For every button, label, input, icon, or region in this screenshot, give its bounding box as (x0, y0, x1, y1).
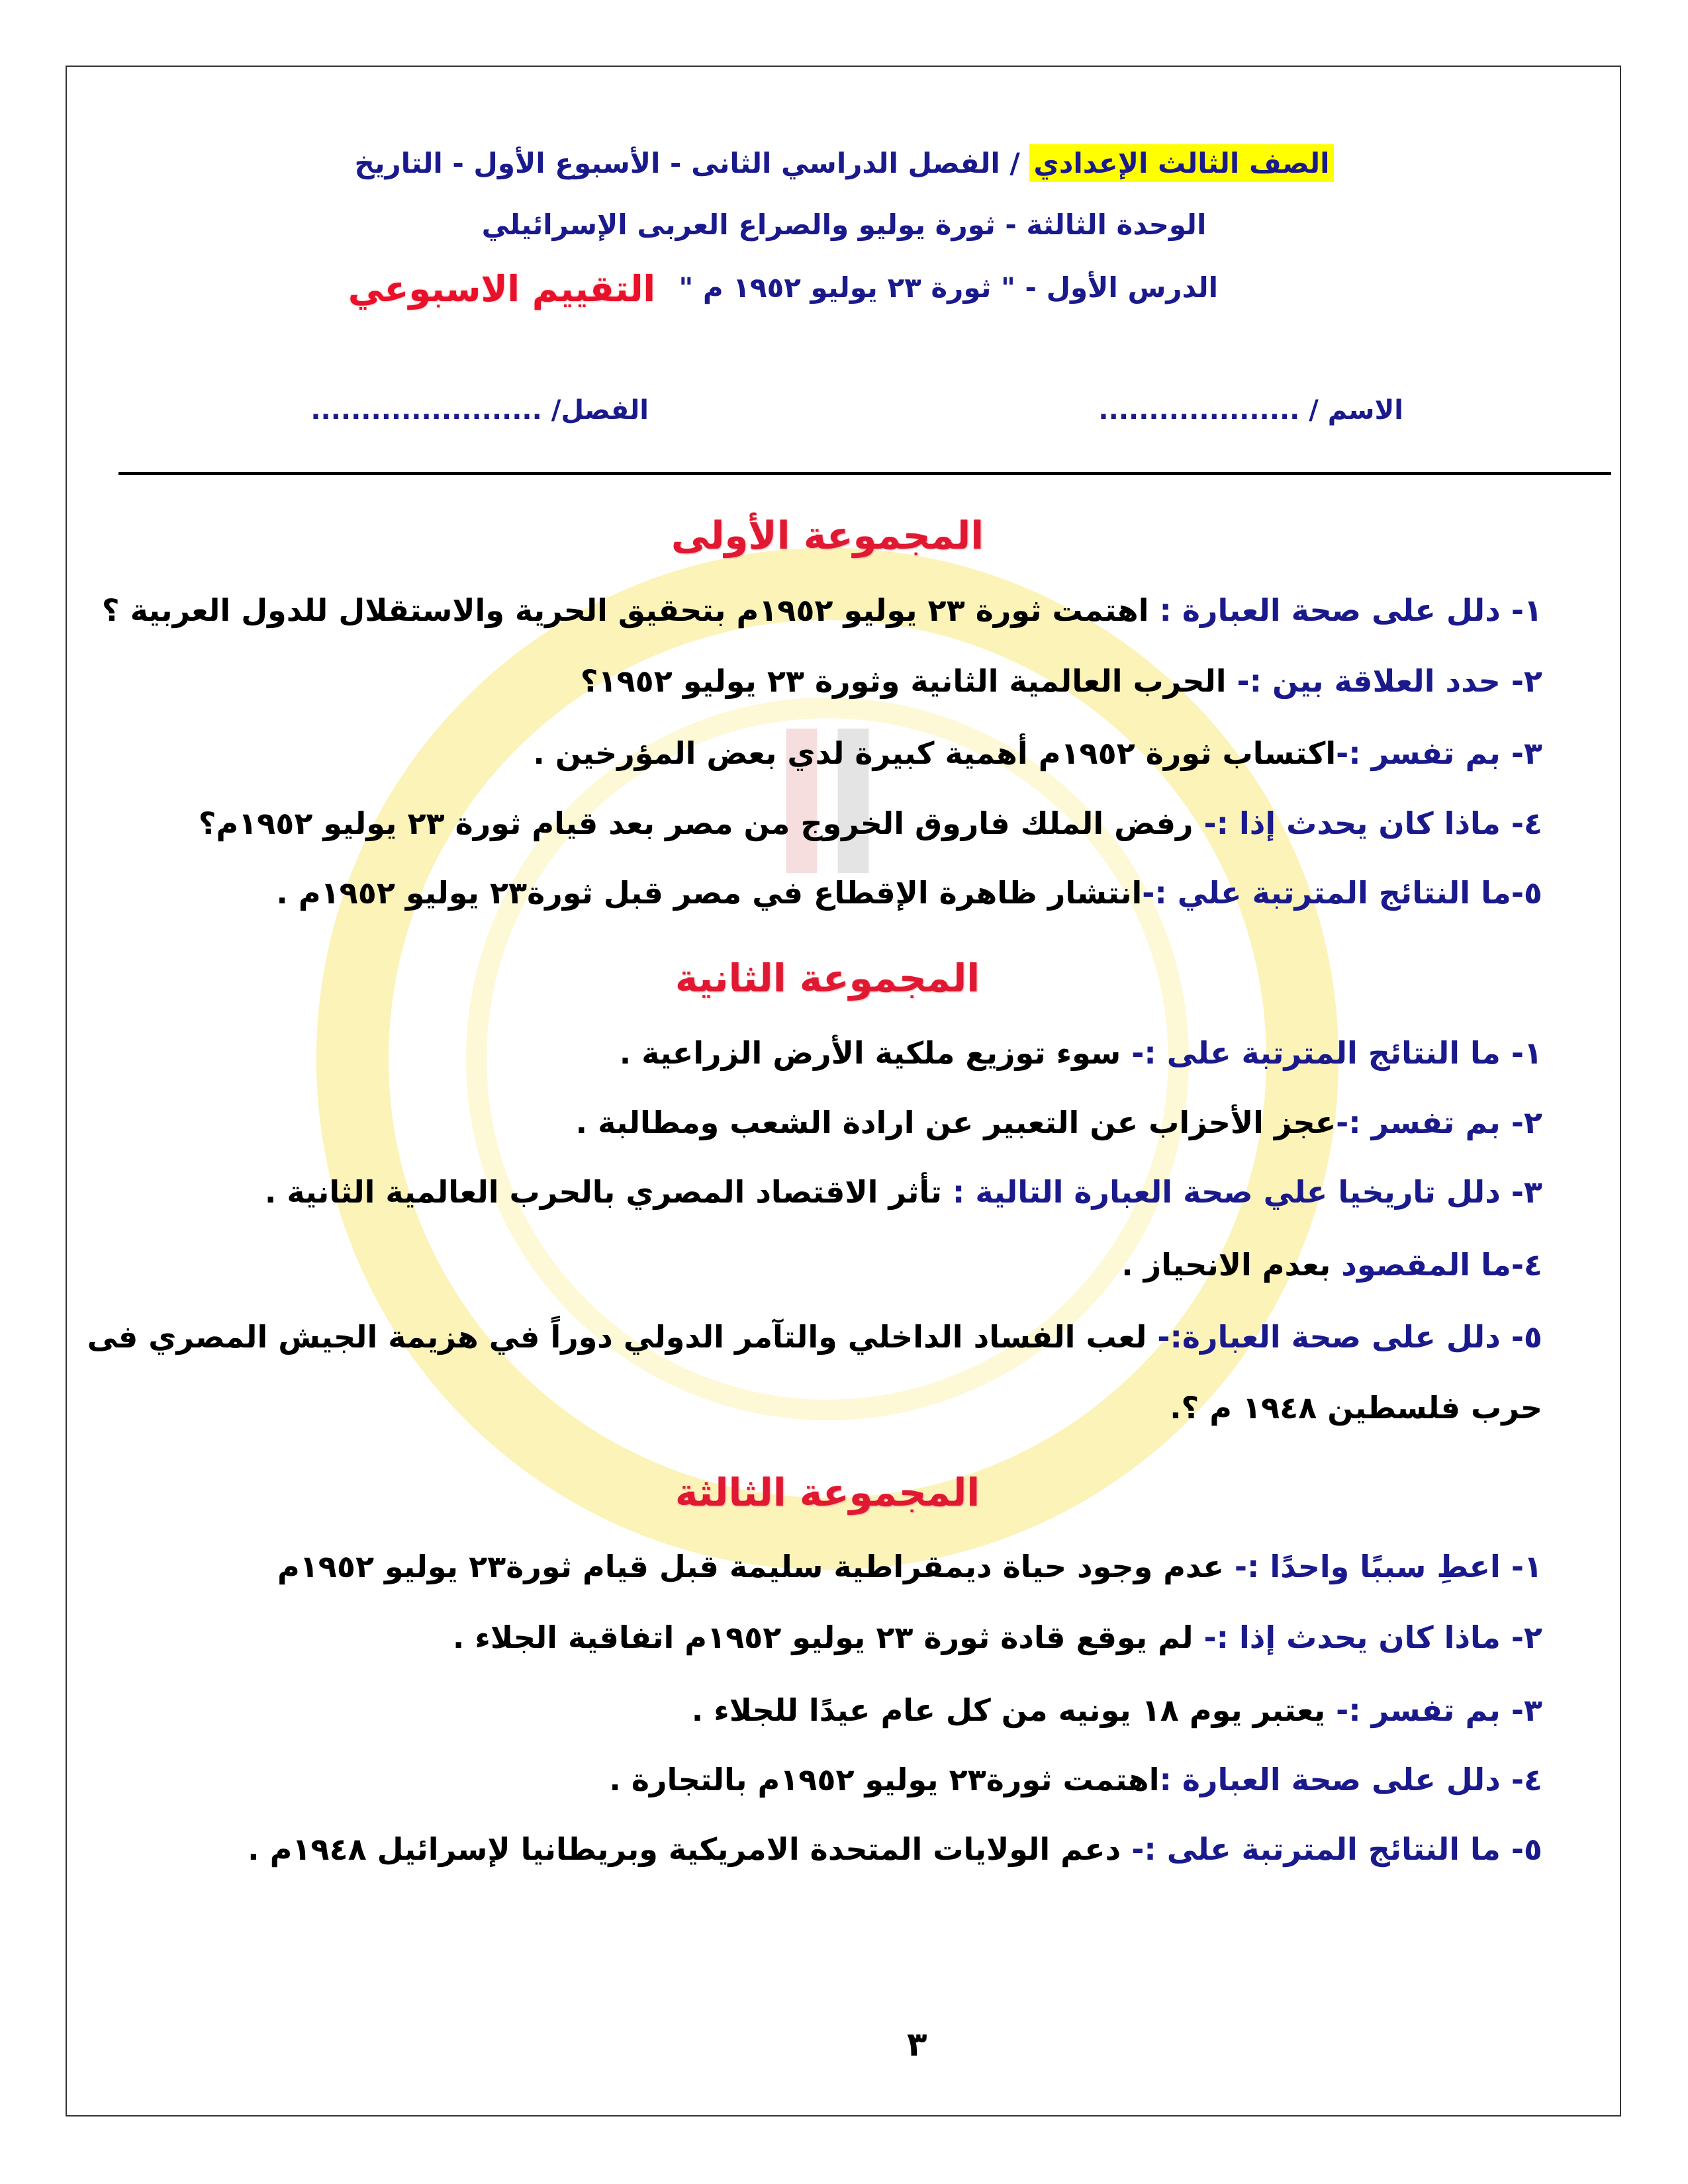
question-label: ٥- دلل على صحة العبارة:- (1147, 1319, 1542, 1355)
question-text: اهتمت ثورة ٢٣ يوليو ١٩٥٢م بتحقيق الحرية والاستقلال للدول العربية ؟ (101, 592, 1149, 628)
question-text: بعدم الانحياز . (1121, 1247, 1331, 1283)
question-text: دعم الولايات المتحدة الامريكية وبريطانيا لإسرائيل ١٩٤٨م . (248, 1831, 1121, 1867)
question-item (1121, 1247, 1542, 1283)
group-title: المجموعة الأولى (671, 513, 984, 558)
unit-title: الوحدة الثالثة - ثورة يوليو والصراع العربى الإسرائيلي (481, 208, 1207, 241)
question-item (277, 1549, 1542, 1584)
question-text: اهتمت ثورة٢٣ يوليو ١٩٥٢م بالتجارة . (609, 1762, 1160, 1797)
assessment-title: التقييم الاسبوعي (348, 268, 655, 310)
question-text: تأثر الاقتصاد المصري بالحرب العالمية الثانية . (264, 1174, 942, 1210)
question-item (692, 1692, 1542, 1728)
class-field[interactable]: الفصل/ ....................... (310, 395, 649, 426)
question-text: حرب فلسطين ١٩٤٨ م ؟. (1170, 1390, 1542, 1426)
question-text: سوء توزيع ملكية الأرض الزراعية . (619, 1035, 1121, 1071)
question-text: يعتبر يوم ١٨ يونيه من كل عام عيدًا للجلاء . (691, 1692, 1326, 1728)
question-label: ٢- حدد العلاقة بين :- (1226, 663, 1542, 699)
question-item (199, 805, 1542, 841)
question-label: ٣- بم تفسر :- (1325, 1692, 1542, 1728)
group-title: المجموعة الثانية (675, 956, 980, 1001)
question-item (453, 1619, 1542, 1655)
question-label: ٢- بم تفسر :- (1336, 1105, 1542, 1140)
question-item (581, 663, 1542, 699)
question-label: ٤-ما المقصود (1331, 1247, 1542, 1283)
page-number: ٣ (907, 2025, 927, 2064)
question-item (248, 1831, 1542, 1867)
header-divider (118, 472, 1611, 475)
question-item (265, 1174, 1542, 1210)
question-label: ٤- ماذا كان يحدث إذا :- (1193, 805, 1542, 841)
question-text: لعب الفساد الداخلي والتآمر الدولي دوراً في هزيمة الجيش المصري فى (87, 1319, 1147, 1355)
question-label: ٢- ماذا كان يحدث إذا :- (1193, 1619, 1542, 1655)
question-item (276, 875, 1542, 911)
question-text: رفض الملك فاروق الخروج من مصر بعد قيام ثورة ٢٣ يوليو ١٩٥٢م؟ (198, 805, 1194, 841)
question-label: ٥- ما النتائج المترتبة على :- (1121, 1831, 1542, 1867)
question-label: ٤- دلل على صحة العبارة : (1159, 1762, 1542, 1797)
student-name-field[interactable]: الاسم / .................... (1098, 395, 1403, 426)
question-text: عجز الأحزاب عن التعبير عن ارادة الشعب ومطالبة . (575, 1105, 1336, 1140)
semester-week-subject: / الفصل الدراسي الثانى - الأسبوع الأول - التاريخ (354, 147, 1030, 179)
question-item (576, 1105, 1542, 1140)
question-item (102, 592, 1542, 628)
question-item (620, 1035, 1542, 1071)
lesson-title: الدرس الأول - " ثورة ٢٣ يوليو ١٩٥٢ م " (679, 271, 1218, 304)
header-line-1 (199, 147, 1489, 179)
question-text: عدم وجود حياة ديمقراطية سليمة قبل قيام ثورة٢٣ يوليو ١٩٥٢م (277, 1549, 1224, 1584)
question-item (609, 1762, 1542, 1797)
question-text: انتشار ظاهرة الإقطاع في مصر قبل ثورة٢٣ يوليو ١٩٥٢م . (276, 875, 1143, 911)
grade-highlight: الصف الثالث الإعدادي (1029, 144, 1333, 182)
question-label: ٥-ما النتائج المترتبة علي :- (1142, 875, 1542, 911)
question-label: ١- دلل على صحة العبارة : (1149, 592, 1542, 628)
question-label: ٣- بم تفسر :- (1336, 735, 1542, 771)
question-text: الحرب العالمية الثانية وثورة ٢٣ يوليو ١٩٥٢؟ (580, 663, 1227, 699)
question-label: ١- ما النتائج المترتبة على :- (1121, 1035, 1542, 1071)
question-label: ١- اعطِ سببًا واحدًا :- (1223, 1549, 1542, 1584)
group-title: المجموعة الثالثة (675, 1470, 980, 1515)
question-text: اكتساب ثورة ١٩٥٢م أهمية كبيرة لدي بعض المؤرخين . (533, 735, 1336, 771)
question-label: ٣- دلل تاريخيا علي صحة العبارة التالية : (941, 1174, 1542, 1210)
question-item (1170, 1390, 1542, 1426)
question-item (87, 1319, 1542, 1355)
question-item (533, 735, 1542, 771)
question-text: لم يوقع قادة ثورة ٢٣ يوليو ١٩٥٢م اتفاقية الجلاء . (452, 1619, 1194, 1655)
